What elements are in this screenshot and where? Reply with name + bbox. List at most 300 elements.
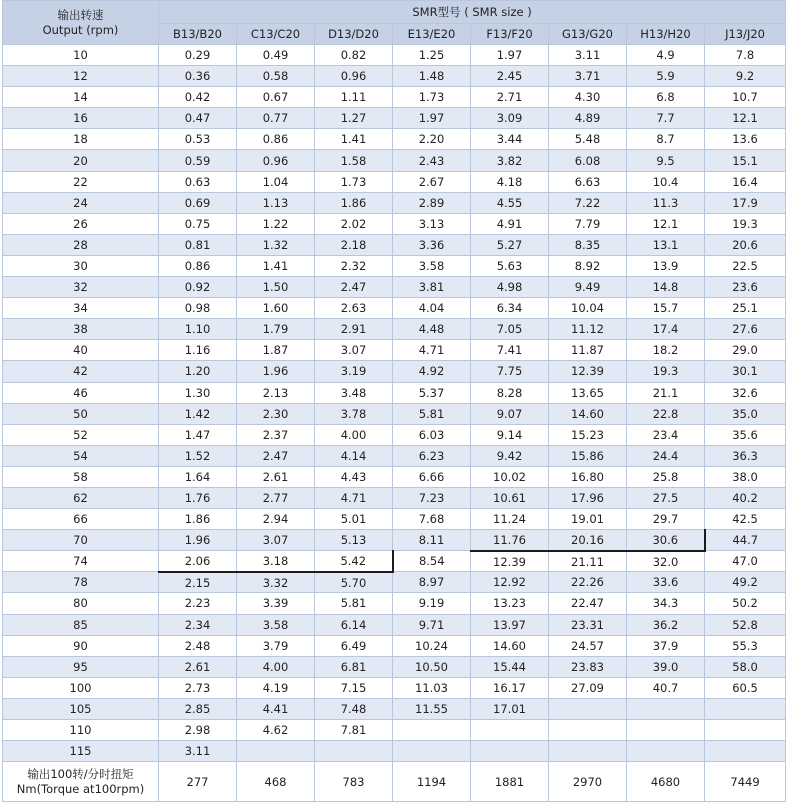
value-cell: 19.01 — [549, 509, 627, 530]
value-cell: 9.5 — [627, 150, 705, 171]
output-label-cn: 输出转速 — [57, 7, 104, 22]
value-cell: 15.44 — [471, 656, 549, 677]
value-cell: 0.69 — [159, 192, 237, 213]
value-cell: 4.18 — [471, 171, 549, 192]
value-cell: 8.28 — [471, 382, 549, 403]
rpm-cell: 66 — [3, 509, 159, 530]
value-cell — [549, 720, 627, 741]
value-cell: 4.71 — [393, 340, 471, 361]
value-cell: 0.49 — [237, 45, 315, 66]
value-cell: 16.80 — [549, 466, 627, 487]
value-cell: 0.59 — [159, 150, 237, 171]
size-header-1: C13/C20 — [237, 24, 315, 45]
value-cell: 12.1 — [627, 213, 705, 234]
value-cell — [627, 698, 705, 719]
value-cell: 13.9 — [627, 255, 705, 276]
value-cell: 6.34 — [471, 298, 549, 319]
value-cell: 10.7 — [705, 87, 786, 108]
value-cell: 27.09 — [549, 677, 627, 698]
value-cell: 11.24 — [471, 509, 549, 530]
table-row — [3, 277, 786, 298]
value-cell: 5.13 — [315, 530, 393, 551]
value-cell: 17.96 — [549, 487, 627, 508]
table-row — [3, 234, 786, 255]
value-cell: 4.55 — [471, 192, 549, 213]
value-cell: 24.4 — [627, 445, 705, 466]
value-cell: 7.8 — [705, 45, 786, 66]
value-cell: 19.3 — [705, 213, 786, 234]
value-cell: 5.81 — [315, 593, 393, 614]
size-header-7: J13/J20 — [705, 24, 786, 45]
value-cell: 18.2 — [627, 340, 705, 361]
value-cell: 9.71 — [393, 614, 471, 635]
value-cell: 5.70 — [315, 572, 393, 593]
value-cell: 4.04 — [393, 298, 471, 319]
value-cell: 29.7 — [627, 509, 705, 530]
value-cell: 1.73 — [315, 171, 393, 192]
value-cell: 29.0 — [705, 340, 786, 361]
table-row — [3, 150, 786, 171]
value-cell: 2.67 — [393, 171, 471, 192]
value-cell — [393, 720, 471, 741]
value-cell: 4.30 — [549, 87, 627, 108]
value-cell: 36.2 — [627, 614, 705, 635]
value-cell: 15.86 — [549, 445, 627, 466]
value-cell: 0.53 — [159, 129, 237, 150]
table-row — [3, 171, 786, 192]
value-cell: 0.98 — [159, 298, 237, 319]
torque-value-cell: 1194 — [393, 762, 471, 802]
torque-value-cell: 1881 — [471, 762, 549, 802]
value-cell: 1.58 — [315, 150, 393, 171]
value-cell: 4.91 — [471, 213, 549, 234]
value-cell: 4.71 — [315, 487, 393, 508]
value-cell: 3.58 — [237, 614, 315, 635]
value-cell: 4.00 — [315, 424, 393, 445]
value-cell: 2.43 — [393, 150, 471, 171]
value-cell: 21.1 — [627, 382, 705, 403]
value-cell: 22.26 — [549, 572, 627, 593]
size-header-5: G13/G20 — [549, 24, 627, 45]
value-cell: 8.35 — [549, 234, 627, 255]
value-cell: 13.6 — [705, 129, 786, 150]
output-label-en: Output (rpm) — [42, 22, 119, 37]
value-cell: 3.71 — [549, 66, 627, 87]
value-cell: 3.48 — [315, 382, 393, 403]
rpm-cell: 16 — [3, 108, 159, 129]
value-cell: 1.42 — [159, 403, 237, 424]
value-cell: 0.82 — [315, 45, 393, 66]
value-cell: 2.23 — [159, 593, 237, 614]
value-cell: 30.1 — [705, 361, 786, 382]
value-cell: 10.4 — [627, 171, 705, 192]
table-row — [3, 593, 786, 614]
value-cell: 9.42 — [471, 445, 549, 466]
value-cell: 10.04 — [549, 298, 627, 319]
rpm-cell: 70 — [3, 530, 159, 551]
rpm-cell: 26 — [3, 213, 159, 234]
size-header-3: E13/E20 — [393, 24, 471, 45]
table-row — [3, 551, 786, 572]
output-rpm-header — [3, 1, 159, 45]
value-cell: 2.63 — [315, 298, 393, 319]
value-cell: 2.61 — [237, 466, 315, 487]
value-cell: 5.37 — [393, 382, 471, 403]
torque-row — [3, 762, 786, 802]
value-cell: 23.83 — [549, 656, 627, 677]
size-header-4: F13/F20 — [471, 24, 549, 45]
value-cell: 1.86 — [159, 509, 237, 530]
value-cell: 60.5 — [705, 677, 786, 698]
value-cell: 2.30 — [237, 403, 315, 424]
value-cell: 0.92 — [159, 277, 237, 298]
torque-value-cell: 4680 — [627, 762, 705, 802]
value-cell: 4.48 — [393, 319, 471, 340]
table-row — [3, 445, 786, 466]
value-cell: 5.9 — [627, 66, 705, 87]
table-row — [3, 255, 786, 276]
value-cell: 22.5 — [705, 255, 786, 276]
value-cell: 58.0 — [705, 656, 786, 677]
value-cell: 44.7 — [705, 530, 786, 551]
value-cell: 23.6 — [705, 277, 786, 298]
value-cell: 1.16 — [159, 340, 237, 361]
value-cell: 9.49 — [549, 277, 627, 298]
rpm-cell: 22 — [3, 171, 159, 192]
rpm-cell: 54 — [3, 445, 159, 466]
value-cell: 6.81 — [315, 656, 393, 677]
value-cell: 1.73 — [393, 87, 471, 108]
value-cell: 7.15 — [315, 677, 393, 698]
rpm-cell: 78 — [3, 572, 159, 593]
value-cell: 7.7 — [627, 108, 705, 129]
table-row — [3, 382, 786, 403]
value-cell: 34.3 — [627, 593, 705, 614]
value-cell: 13.23 — [471, 593, 549, 614]
value-cell: 50.2 — [705, 593, 786, 614]
value-cell: 0.47 — [159, 108, 237, 129]
value-cell: 3.19 — [315, 361, 393, 382]
value-cell: 25.8 — [627, 466, 705, 487]
table-row — [3, 698, 786, 719]
rpm-cell: 30 — [3, 255, 159, 276]
value-cell: 6.23 — [393, 445, 471, 466]
value-cell: 17.9 — [705, 192, 786, 213]
value-cell — [549, 741, 627, 762]
torque-value-cell: 7449 — [705, 762, 786, 802]
value-cell: 9.14 — [471, 424, 549, 445]
value-cell: 55.3 — [705, 635, 786, 656]
value-cell: 0.77 — [237, 108, 315, 129]
value-cell: 2.32 — [315, 255, 393, 276]
value-cell: 2.18 — [315, 234, 393, 255]
value-cell: 6.49 — [315, 635, 393, 656]
value-cell: 10.50 — [393, 656, 471, 677]
value-cell: 1.50 — [237, 277, 315, 298]
value-cell — [705, 720, 786, 741]
value-cell: 7.22 — [549, 192, 627, 213]
rpm-cell: 85 — [3, 614, 159, 635]
value-cell: 10.61 — [471, 487, 549, 508]
table-row — [3, 340, 786, 361]
rpm-cell: 105 — [3, 698, 159, 719]
table-row — [3, 45, 786, 66]
value-cell: 8.54 — [393, 551, 471, 572]
value-cell: 19.3 — [627, 361, 705, 382]
value-cell: 2.02 — [315, 213, 393, 234]
value-cell: 7.23 — [393, 487, 471, 508]
value-cell: 1.27 — [315, 108, 393, 129]
value-cell: 2.94 — [237, 509, 315, 530]
value-cell: 11.3 — [627, 192, 705, 213]
value-cell: 35.6 — [705, 424, 786, 445]
table-body — [3, 45, 786, 762]
table-row — [3, 677, 786, 698]
value-cell: 4.9 — [627, 45, 705, 66]
value-cell: 5.63 — [471, 255, 549, 276]
value-cell: 2.89 — [393, 192, 471, 213]
table-row — [3, 129, 786, 150]
table-row — [3, 192, 786, 213]
rpm-cell: 100 — [3, 677, 159, 698]
value-cell: 3.78 — [315, 403, 393, 424]
value-cell: 1.79 — [237, 319, 315, 340]
value-cell: 1.22 — [237, 213, 315, 234]
value-cell: 4.92 — [393, 361, 471, 382]
value-cell: 6.08 — [549, 150, 627, 171]
value-cell: 40.2 — [705, 487, 786, 508]
rpm-cell: 12 — [3, 66, 159, 87]
value-cell: 3.44 — [471, 129, 549, 150]
value-cell: 14.60 — [549, 403, 627, 424]
value-cell: 2.48 — [159, 635, 237, 656]
value-cell: 42.5 — [705, 509, 786, 530]
value-cell: 6.14 — [315, 614, 393, 635]
rpm-cell: 38 — [3, 319, 159, 340]
value-cell: 0.63 — [159, 171, 237, 192]
rpm-cell: 62 — [3, 487, 159, 508]
value-cell: 15.23 — [549, 424, 627, 445]
table-row — [3, 87, 786, 108]
value-cell: 6.63 — [549, 171, 627, 192]
value-cell: 1.48 — [393, 66, 471, 87]
value-cell: 4.62 — [237, 720, 315, 741]
value-cell: 7.79 — [549, 213, 627, 234]
value-cell: 7.81 — [315, 720, 393, 741]
value-cell: 22.8 — [627, 403, 705, 424]
rpm-cell: 58 — [3, 466, 159, 487]
table-row — [3, 720, 786, 741]
value-cell: 0.58 — [237, 66, 315, 87]
value-cell: 1.76 — [159, 487, 237, 508]
value-cell: 33.6 — [627, 572, 705, 593]
value-cell: 12.92 — [471, 572, 549, 593]
table-row — [3, 614, 786, 635]
value-cell: 2.98 — [159, 720, 237, 741]
table-row — [3, 741, 786, 762]
value-cell: 3.07 — [237, 530, 315, 551]
value-cell: 12.39 — [549, 361, 627, 382]
value-cell: 1.11 — [315, 87, 393, 108]
value-cell: 2.91 — [315, 319, 393, 340]
value-cell: 3.07 — [315, 340, 393, 361]
value-cell — [705, 741, 786, 762]
value-cell: 1.30 — [159, 382, 237, 403]
value-cell: 11.55 — [393, 698, 471, 719]
value-cell: 2.71 — [471, 87, 549, 108]
value-cell — [393, 741, 471, 762]
value-cell: 1.47 — [159, 424, 237, 445]
value-cell: 1.10 — [159, 319, 237, 340]
value-cell: 5.27 — [471, 234, 549, 255]
value-cell: 8.7 — [627, 129, 705, 150]
rpm-cell: 14 — [3, 87, 159, 108]
value-cell: 38.0 — [705, 466, 786, 487]
smr-size-group-header: SMR型号 ( SMR size ) — [159, 1, 786, 24]
value-cell: 0.75 — [159, 213, 237, 234]
value-cell: 3.39 — [237, 593, 315, 614]
value-cell: 1.97 — [393, 108, 471, 129]
table-row — [3, 108, 786, 129]
value-cell: 1.41 — [315, 129, 393, 150]
rpm-cell: 10 — [3, 45, 159, 66]
value-cell — [471, 720, 549, 741]
value-cell: 27.5 — [627, 487, 705, 508]
value-cell: 20.6 — [705, 234, 786, 255]
value-cell — [315, 741, 393, 762]
rpm-cell: 95 — [3, 656, 159, 677]
value-cell: 15.7 — [627, 298, 705, 319]
value-cell: 2.37 — [237, 424, 315, 445]
value-cell: 32.0 — [627, 551, 705, 572]
value-cell: 1.87 — [237, 340, 315, 361]
value-cell: 11.03 — [393, 677, 471, 698]
rpm-cell: 46 — [3, 382, 159, 403]
value-cell: 49.2 — [705, 572, 786, 593]
value-cell: 4.19 — [237, 677, 315, 698]
value-cell: 13.97 — [471, 614, 549, 635]
table-row — [3, 298, 786, 319]
value-cell: 0.42 — [159, 87, 237, 108]
value-cell: 2.15 — [159, 572, 237, 593]
size-header-2: D13/D20 — [315, 24, 393, 45]
value-cell: 17.01 — [471, 698, 549, 719]
value-cell: 3.18 — [237, 551, 315, 572]
value-cell: 1.41 — [237, 255, 315, 276]
value-cell: 40.7 — [627, 677, 705, 698]
value-cell: 4.14 — [315, 445, 393, 466]
value-cell: 16.4 — [705, 171, 786, 192]
value-cell: 5.01 — [315, 509, 393, 530]
table-row — [3, 635, 786, 656]
torque-value-cell: 468 — [237, 762, 315, 802]
value-cell: 3.11 — [159, 741, 237, 762]
value-cell — [705, 698, 786, 719]
value-cell: 3.11 — [549, 45, 627, 66]
size-header-0: B13/B20 — [159, 24, 237, 45]
value-cell — [549, 698, 627, 719]
value-cell: 1.20 — [159, 361, 237, 382]
value-cell: 1.86 — [315, 192, 393, 213]
torque-label-cn: 输出100转/分时扭矩 — [27, 766, 134, 781]
value-cell: 2.13 — [237, 382, 315, 403]
rpm-cell: 90 — [3, 635, 159, 656]
value-cell: 4.00 — [237, 656, 315, 677]
value-cell: 12.39 — [471, 551, 549, 572]
value-cell: 1.13 — [237, 192, 315, 213]
value-cell: 16.17 — [471, 677, 549, 698]
value-cell: 23.31 — [549, 614, 627, 635]
value-cell: 37.9 — [627, 635, 705, 656]
rpm-cell: 110 — [3, 720, 159, 741]
rpm-cell: 40 — [3, 340, 159, 361]
value-cell: 35.0 — [705, 403, 786, 424]
value-cell — [627, 720, 705, 741]
value-cell: 2.73 — [159, 677, 237, 698]
value-cell: 6.03 — [393, 424, 471, 445]
value-cell — [237, 741, 315, 762]
value-cell: 7.05 — [471, 319, 549, 340]
table-row — [3, 319, 786, 340]
value-cell: 4.89 — [549, 108, 627, 129]
table-row — [3, 509, 786, 530]
value-cell: 4.43 — [315, 466, 393, 487]
table-row — [3, 487, 786, 508]
torque-value-cell: 783 — [315, 762, 393, 802]
value-cell: 22.47 — [549, 593, 627, 614]
value-cell: 2.20 — [393, 129, 471, 150]
value-cell: 5.48 — [549, 129, 627, 150]
value-cell: 2.06 — [159, 551, 237, 572]
value-cell: 10.24 — [393, 635, 471, 656]
value-cell: 0.29 — [159, 45, 237, 66]
value-cell: 1.60 — [237, 298, 315, 319]
value-cell: 2.77 — [237, 487, 315, 508]
table-row — [3, 530, 786, 551]
value-cell: 2.45 — [471, 66, 549, 87]
value-cell: 13.1 — [627, 234, 705, 255]
value-cell: 3.58 — [393, 255, 471, 276]
value-cell: 3.09 — [471, 108, 549, 129]
rpm-cell: 115 — [3, 741, 159, 762]
table-row — [3, 424, 786, 445]
torque-label-en: Nm(Torque at100rpm) — [16, 781, 145, 796]
size-header-6: H13/H20 — [627, 24, 705, 45]
value-cell: 1.96 — [237, 361, 315, 382]
value-cell: 1.32 — [237, 234, 315, 255]
value-cell: 3.13 — [393, 213, 471, 234]
torque-value-cell: 277 — [159, 762, 237, 802]
value-cell: 14.8 — [627, 277, 705, 298]
value-cell: 0.36 — [159, 66, 237, 87]
value-cell — [627, 741, 705, 762]
value-cell: 36.3 — [705, 445, 786, 466]
value-cell: 11.12 — [549, 319, 627, 340]
value-cell: 13.65 — [549, 382, 627, 403]
value-cell: 30.6 — [627, 530, 705, 551]
value-cell: 20.16 — [549, 530, 627, 551]
value-cell: 23.4 — [627, 424, 705, 445]
value-cell: 3.32 — [237, 572, 315, 593]
value-cell: 1.52 — [159, 445, 237, 466]
value-cell: 8.11 — [393, 530, 471, 551]
value-cell: 47.0 — [705, 551, 786, 572]
value-cell: 11.76 — [471, 530, 549, 551]
value-cell: 17.4 — [627, 319, 705, 340]
smr-output-table — [2, 0, 786, 802]
table-row — [3, 66, 786, 87]
value-cell: 1.97 — [471, 45, 549, 66]
